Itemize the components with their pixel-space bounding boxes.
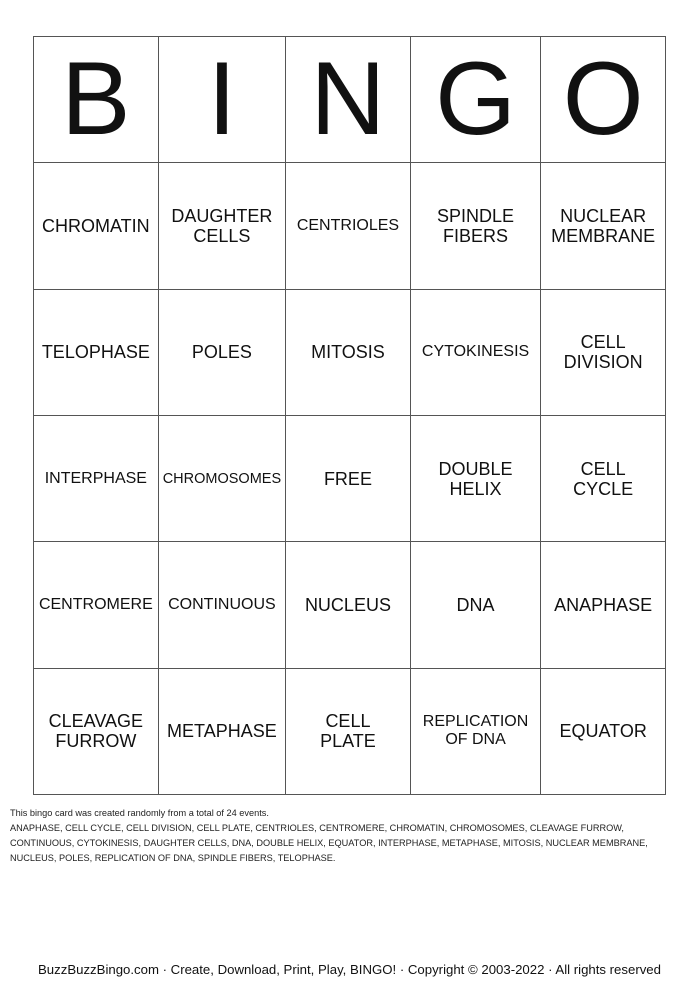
header-letter-n: N xyxy=(286,37,411,163)
bingo-cell: INTERPHASE xyxy=(34,416,159,542)
bingo-cell: NUCLEUS xyxy=(286,542,411,668)
header-letter-i: I xyxy=(159,37,286,163)
bingo-cell: CLEAVAGE FURROW xyxy=(34,669,159,795)
bingo-cell: CELL DIVISION xyxy=(541,290,666,416)
info-summary: This bingo card was created randomly from a total of 24 events. xyxy=(10,808,269,818)
header-letter-g: G xyxy=(411,37,542,163)
bingo-cell: NUCLEAR MEMBRANE xyxy=(541,163,666,289)
bingo-cell: REPLICATION OF DNA xyxy=(411,669,542,795)
bingo-cell: METAPHASE xyxy=(159,669,286,795)
free-space-cell: FREE xyxy=(286,416,411,542)
bingo-cell: POLES xyxy=(159,290,286,416)
bingo-cell: CONTINUOUS xyxy=(159,542,286,668)
header-letter-b: B xyxy=(34,37,159,163)
bingo-cell: MITOSIS xyxy=(286,290,411,416)
footer-copyright: BuzzBuzzBingo.com · Create, Download, Print, Play, BINGO! · Copyright © 2003-2022 · All rights reserved xyxy=(38,962,661,977)
bingo-cell: CENTRIOLES xyxy=(286,163,411,289)
card-info xyxy=(10,806,690,866)
bingo-cell: TELOPHASE xyxy=(34,290,159,416)
bingo-cell: ANAPHASE xyxy=(541,542,666,668)
bingo-cell: CELL CYCLE xyxy=(541,416,666,542)
bingo-cell: CELL PLATE xyxy=(286,669,411,795)
bingo-cell: DAUGHTER CELLS xyxy=(159,163,286,289)
bingo-cell: CHROMATIN xyxy=(34,163,159,289)
bingo-cell: CENTROMERE xyxy=(34,542,159,668)
bingo-cell: DOUBLE HELIX xyxy=(411,416,542,542)
bingo-cell: CHROMOSOMES xyxy=(159,416,286,542)
bingo-cell: SPINDLE FIBERS xyxy=(411,163,542,289)
bingo-cell: DNA xyxy=(411,542,542,668)
info-events-list: ANAPHASE, CELL CYCLE, CELL DIVISION, CELL PLATE, CENTRIOLES, CENTROMERE, CHROMATIN, CHROMOSOMES, CLEAVAGE FURROW, CONTINUOUS, CYTOKINESIS, DAUGHTER CELLS, DNA, DOUBLE HELIX, EQUATOR, INTERPHASE, METAPHASE, MITOSIS, NUCLEAR MEMBRANE, NUCLEUS, POLES, REPLICATION OF DNA, SPINDLE FIBERS, TELOPHASE. xyxy=(10,823,648,863)
bingo-cell: CYTOKINESIS xyxy=(411,290,542,416)
header-letter-o: O xyxy=(541,37,666,163)
bingo-card xyxy=(33,36,666,795)
bingo-cell: EQUATOR xyxy=(541,669,666,795)
